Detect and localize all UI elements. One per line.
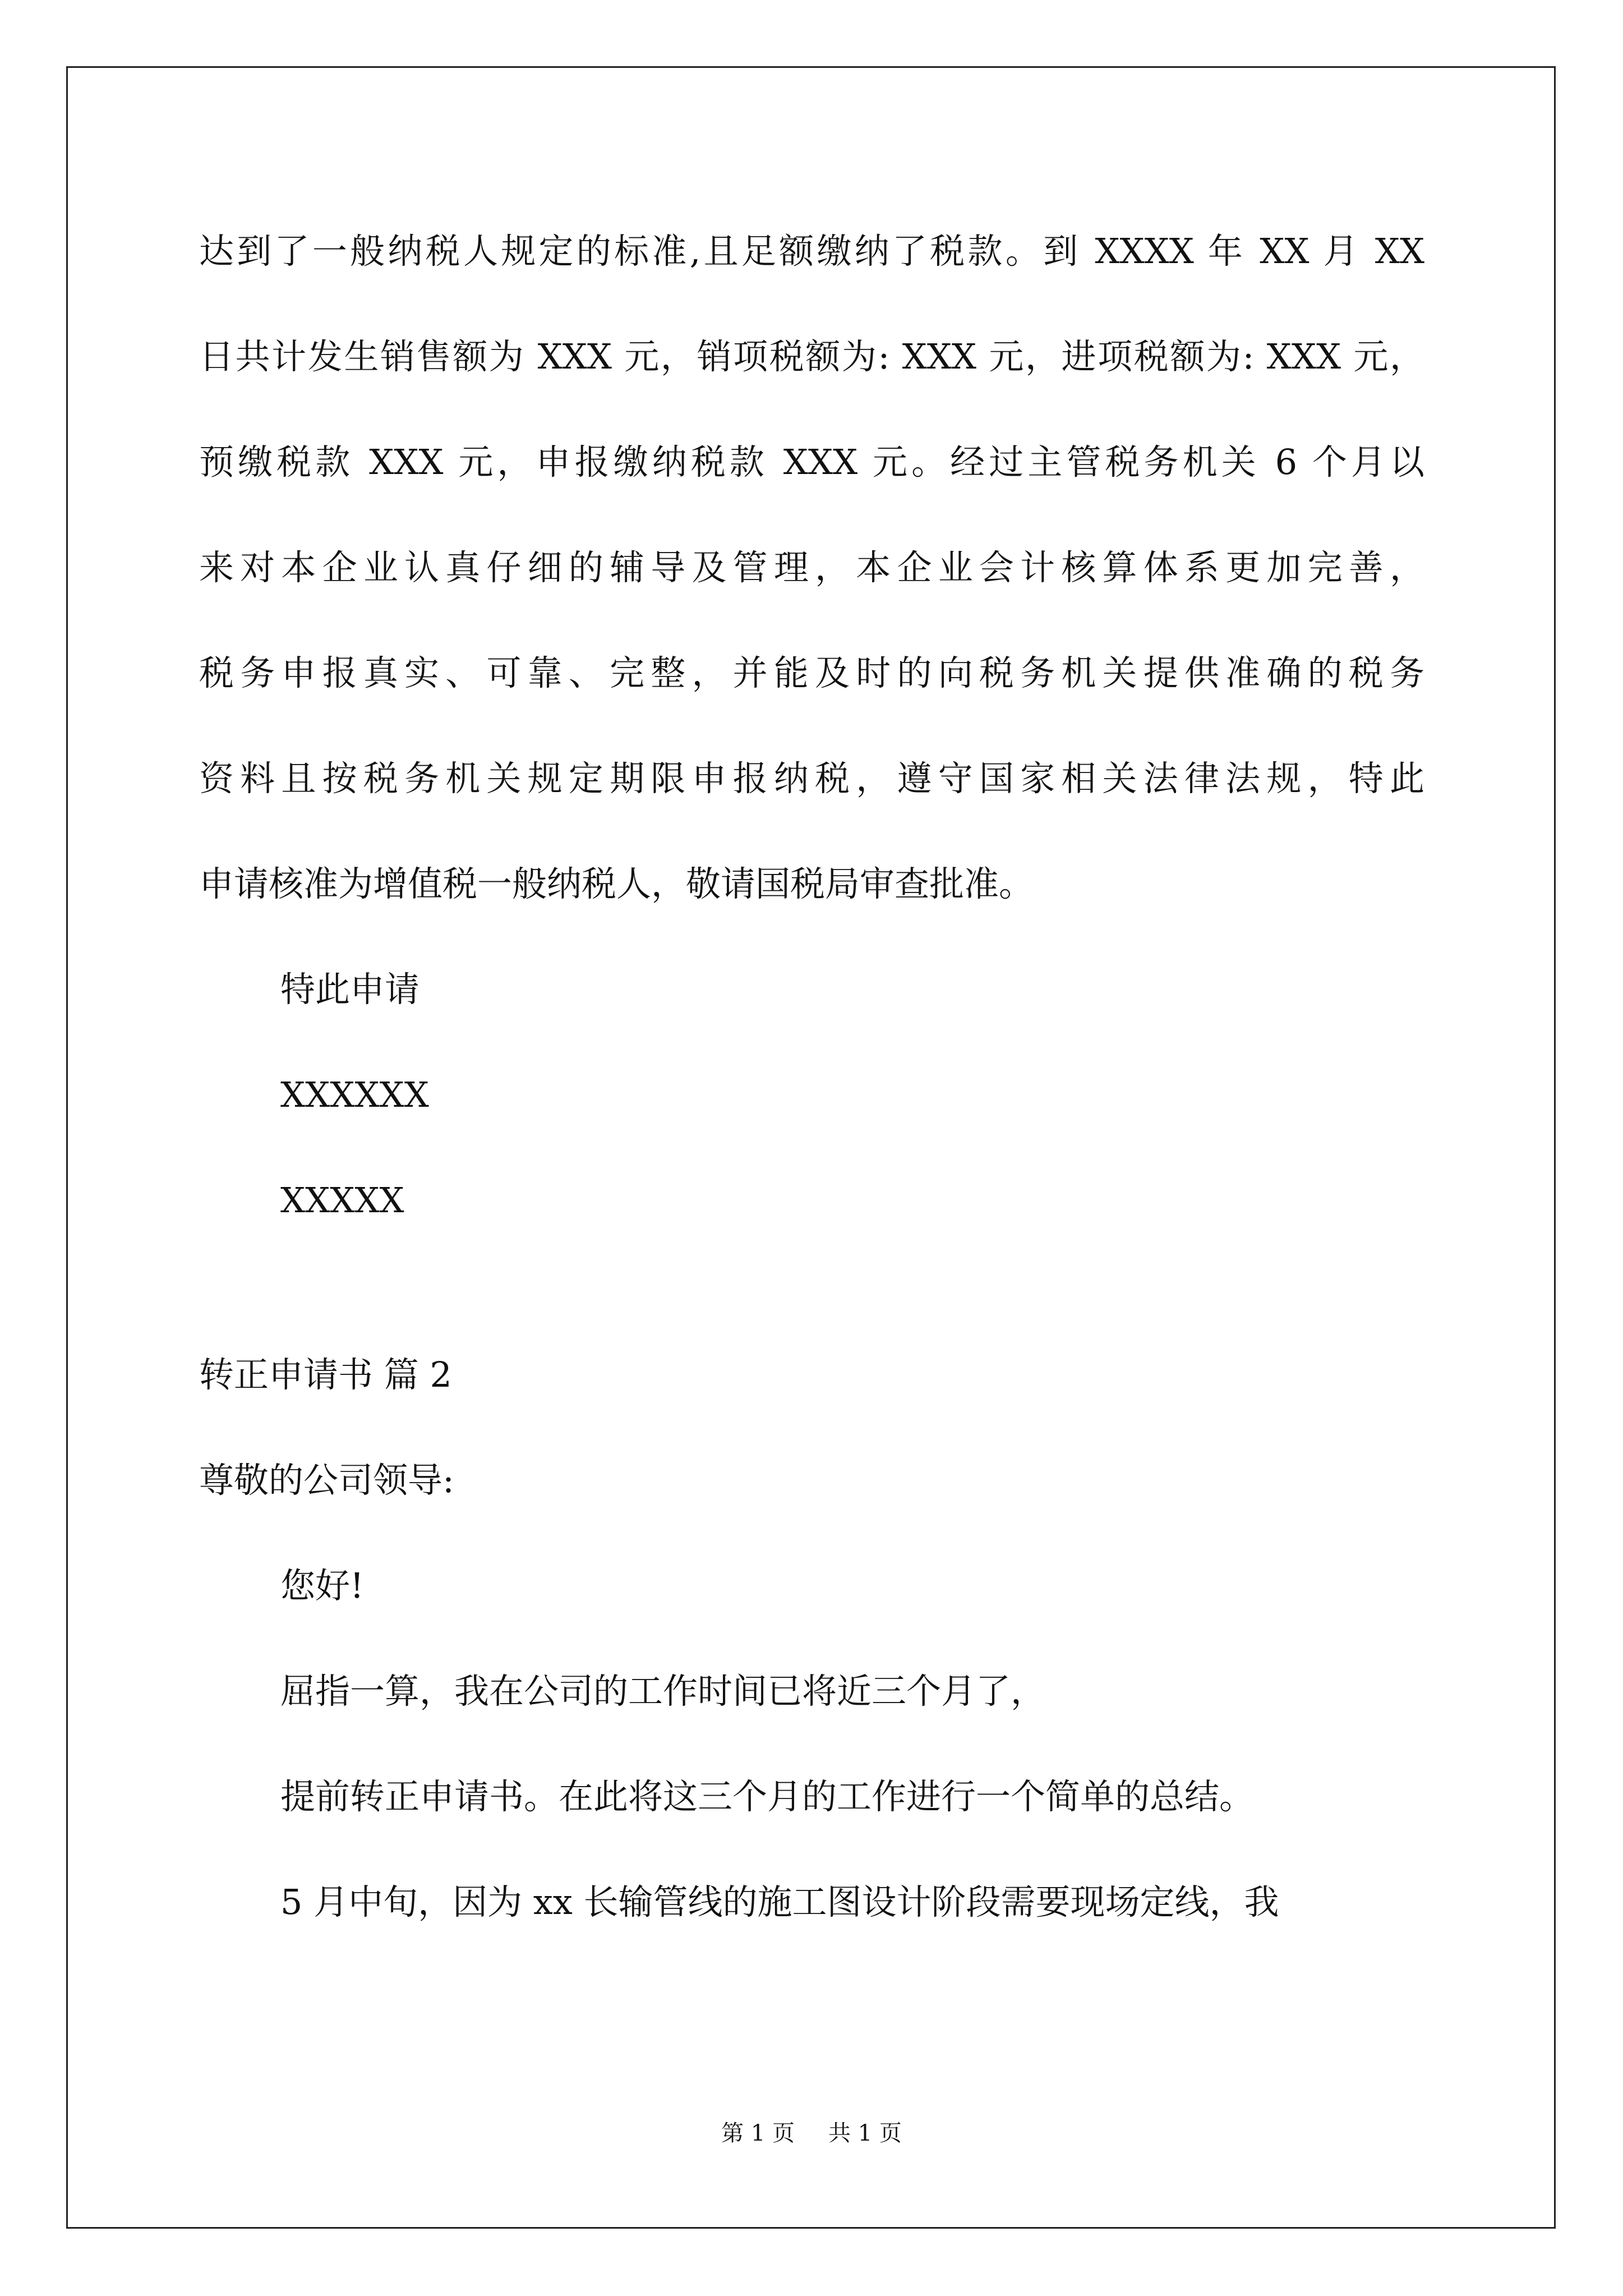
- paragraph-line: 税务申报真实、可靠、完整，并能及时的向税务机关提供准确的税务: [199, 652, 1424, 693]
- closing-text: 特此申请: [280, 969, 420, 1010]
- greeting: 您好!: [280, 1565, 364, 1606]
- paragraph-line: 日共计发生销售额为 XXX 元，销项税额为: XXX 元，进项税额为: XXX 元，: [199, 336, 1424, 377]
- paragraph-line: 资料且按税务机关规定期限申报纳税，遵守国家相关法律法规，特此: [199, 758, 1424, 799]
- body-line: 屈指一算，我在公司的工作时间已将近三个月了，: [280, 1671, 1046, 1711]
- page-number: 第 1 页: [721, 2120, 795, 2146]
- page-total: 共 1 页: [828, 2120, 902, 2146]
- section-title: 转正申请书 篇 2: [199, 1354, 452, 1395]
- body-line: 提前转正申请书。在此将这三个月的工作进行一个简单的总结。: [280, 1776, 1255, 1817]
- signature-date: XXXXX: [280, 1180, 404, 1221]
- paragraph-line: 预缴税款 XXX 元，申报缴纳税款 XXX 元。经过主管税务机关 6 个月以: [199, 441, 1424, 482]
- signature-name: XXXXXX: [280, 1074, 429, 1115]
- paragraph-line: 申请核准为增值税一般纳税人，敬请国税局审查批准。: [199, 863, 1034, 904]
- salutation: 尊敬的公司领导:: [199, 1460, 454, 1501]
- page-footer: [0, 2122, 1623, 2145]
- paragraph-line: 达到了一般纳税人规定的标准,且足额缴纳了税款。到 XXXX 年 XX 月 XX: [199, 231, 1424, 272]
- body-line: 5 月中旬，因为 xx 长输管线的施工图设计阶段需要现场定线，我: [280, 1881, 1279, 1922]
- paragraph-line: 来对本企业认真仔细的辅导及管理，本企业会计核算体系更加完善，: [199, 547, 1424, 588]
